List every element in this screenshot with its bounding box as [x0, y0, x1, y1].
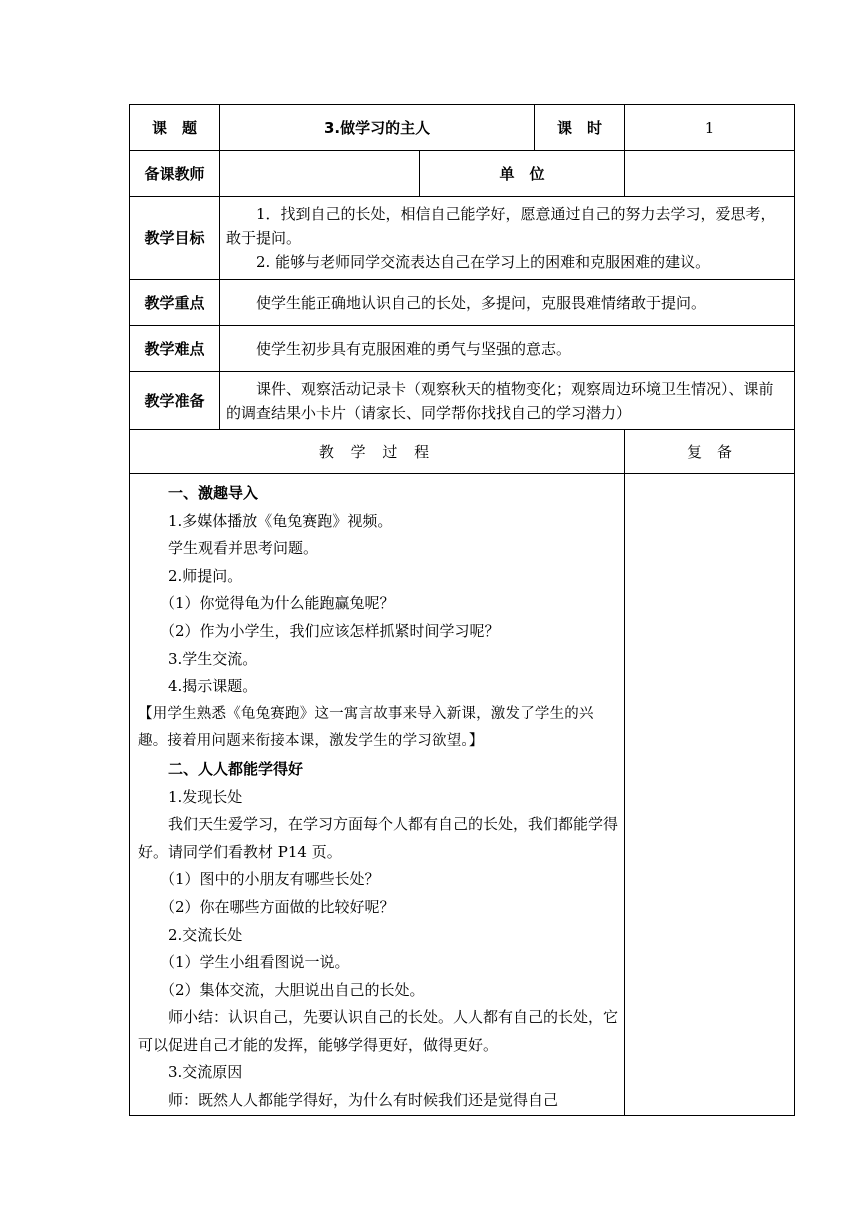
key-points-text: 使学生能正确地认识自己的长处，多提问，克服畏难情绪敢于提问。	[256, 293, 707, 312]
topic-value: 3.做学习的主人	[220, 105, 535, 151]
process-header-row	[130, 430, 795, 474]
process-line: 3.交流原因	[168, 1063, 243, 1082]
lesson-plan-sheet	[129, 104, 794, 1116]
objectives-text	[220, 197, 795, 280]
process-line: （1）学生小组看图说一说。	[160, 953, 350, 972]
process-header-text: 教 学 过 程	[318, 442, 436, 461]
period-value: 1	[625, 105, 795, 151]
process-body-row	[130, 474, 795, 1116]
period-label: 课 时	[535, 105, 625, 151]
process-line: 3.学生交流。	[168, 649, 258, 668]
topic-label: 课 题	[130, 105, 220, 151]
process-line: 师小结：认识自己，先要认识自己的长处。人人都有自己的长处，它可以促进自己才能的发挥，能够学得更好，做得更好。	[138, 1008, 619, 1054]
review-cell	[625, 474, 795, 1116]
preparation-label: 教学准备	[130, 372, 220, 430]
objective-1: 1．找到自己的长处，相信自己能学好，愿意通过自己的努力去学习，爱思考，敢于提问。	[226, 205, 776, 247]
process-line: 1.发现长处	[168, 787, 243, 806]
objectives-label: 教学目标	[130, 197, 220, 280]
section-heading-1: 一、激趣导入	[168, 484, 259, 502]
review-header-text: 复 备	[687, 442, 733, 461]
section-heading-2: 二、人人都能学得好	[168, 759, 304, 778]
teacher-label: 备课教师	[130, 151, 220, 197]
difficulties-cell	[220, 326, 795, 372]
process-line: 4.揭示课题。	[168, 677, 258, 696]
unit-label: 单 位	[420, 151, 625, 197]
process-line: 学生观看并思考问题。	[168, 539, 319, 558]
objective-2: 2. 能够与老师同学交流表达自己在学习上的困难和克服困难的建议。	[256, 253, 711, 271]
process-line: （1）你觉得龟为什么能跑赢兔呢？	[160, 594, 395, 613]
objectives-row	[130, 197, 795, 280]
process-line: 师：既然人人都能学得好，为什么有时候我们还是觉得自己	[168, 1091, 559, 1110]
key-points-label: 教学重点	[130, 280, 220, 326]
process-line: （2）集体交流，大胆说出自己的长处。	[160, 980, 425, 999]
process-line: 2.师提问。	[168, 566, 243, 585]
process-body	[130, 474, 625, 1116]
process-line: 2.交流长处	[168, 925, 243, 944]
difficulties-label: 教学难点	[130, 326, 220, 372]
process-line: 1.多媒体播放《龟兔赛跑》视频。	[168, 511, 393, 530]
teacher-row	[130, 151, 795, 197]
process-line: 我们天生爱学习，在学习方面每个人都有自己的长处，我们都能学得好。请同学们看教材 P14 页。	[138, 815, 619, 861]
preparation-text: 课件、观察活动记录卡（观察秋天的植物变化；观察周边环境卫生情况）、课前的调查结果小卡片（请家长、同学帮你找找自己的学习潜力）	[226, 379, 774, 422]
topic-row	[130, 105, 795, 151]
key-points-cell	[220, 280, 795, 326]
key-points-row	[130, 280, 795, 326]
preparation-cell	[220, 372, 795, 430]
teacher-value	[220, 151, 420, 197]
design-note: 【用学生熟悉《龟兔赛跑》这一寓言故事来导入新课，激发了学生的兴趣。接着用问题来衔接本课，激发学生的学习欲望。】	[138, 705, 594, 750]
process-line: （1）图中的小朋友有哪些长处？	[160, 870, 380, 889]
preparation-row	[130, 372, 795, 430]
process-line: （2）作为小学生，我们应该怎样抓紧时间学习呢？	[160, 621, 500, 640]
process-line: （2）你在哪些方面做的比较好呢？	[160, 897, 395, 916]
difficulties-row	[130, 326, 795, 372]
process-header	[130, 430, 625, 474]
lesson-plan-table	[129, 104, 795, 1116]
review-header	[625, 430, 795, 474]
difficulties-text: 使学生初步具有克服困难的勇气与坚强的意志。	[256, 339, 572, 358]
unit-value	[625, 151, 795, 197]
